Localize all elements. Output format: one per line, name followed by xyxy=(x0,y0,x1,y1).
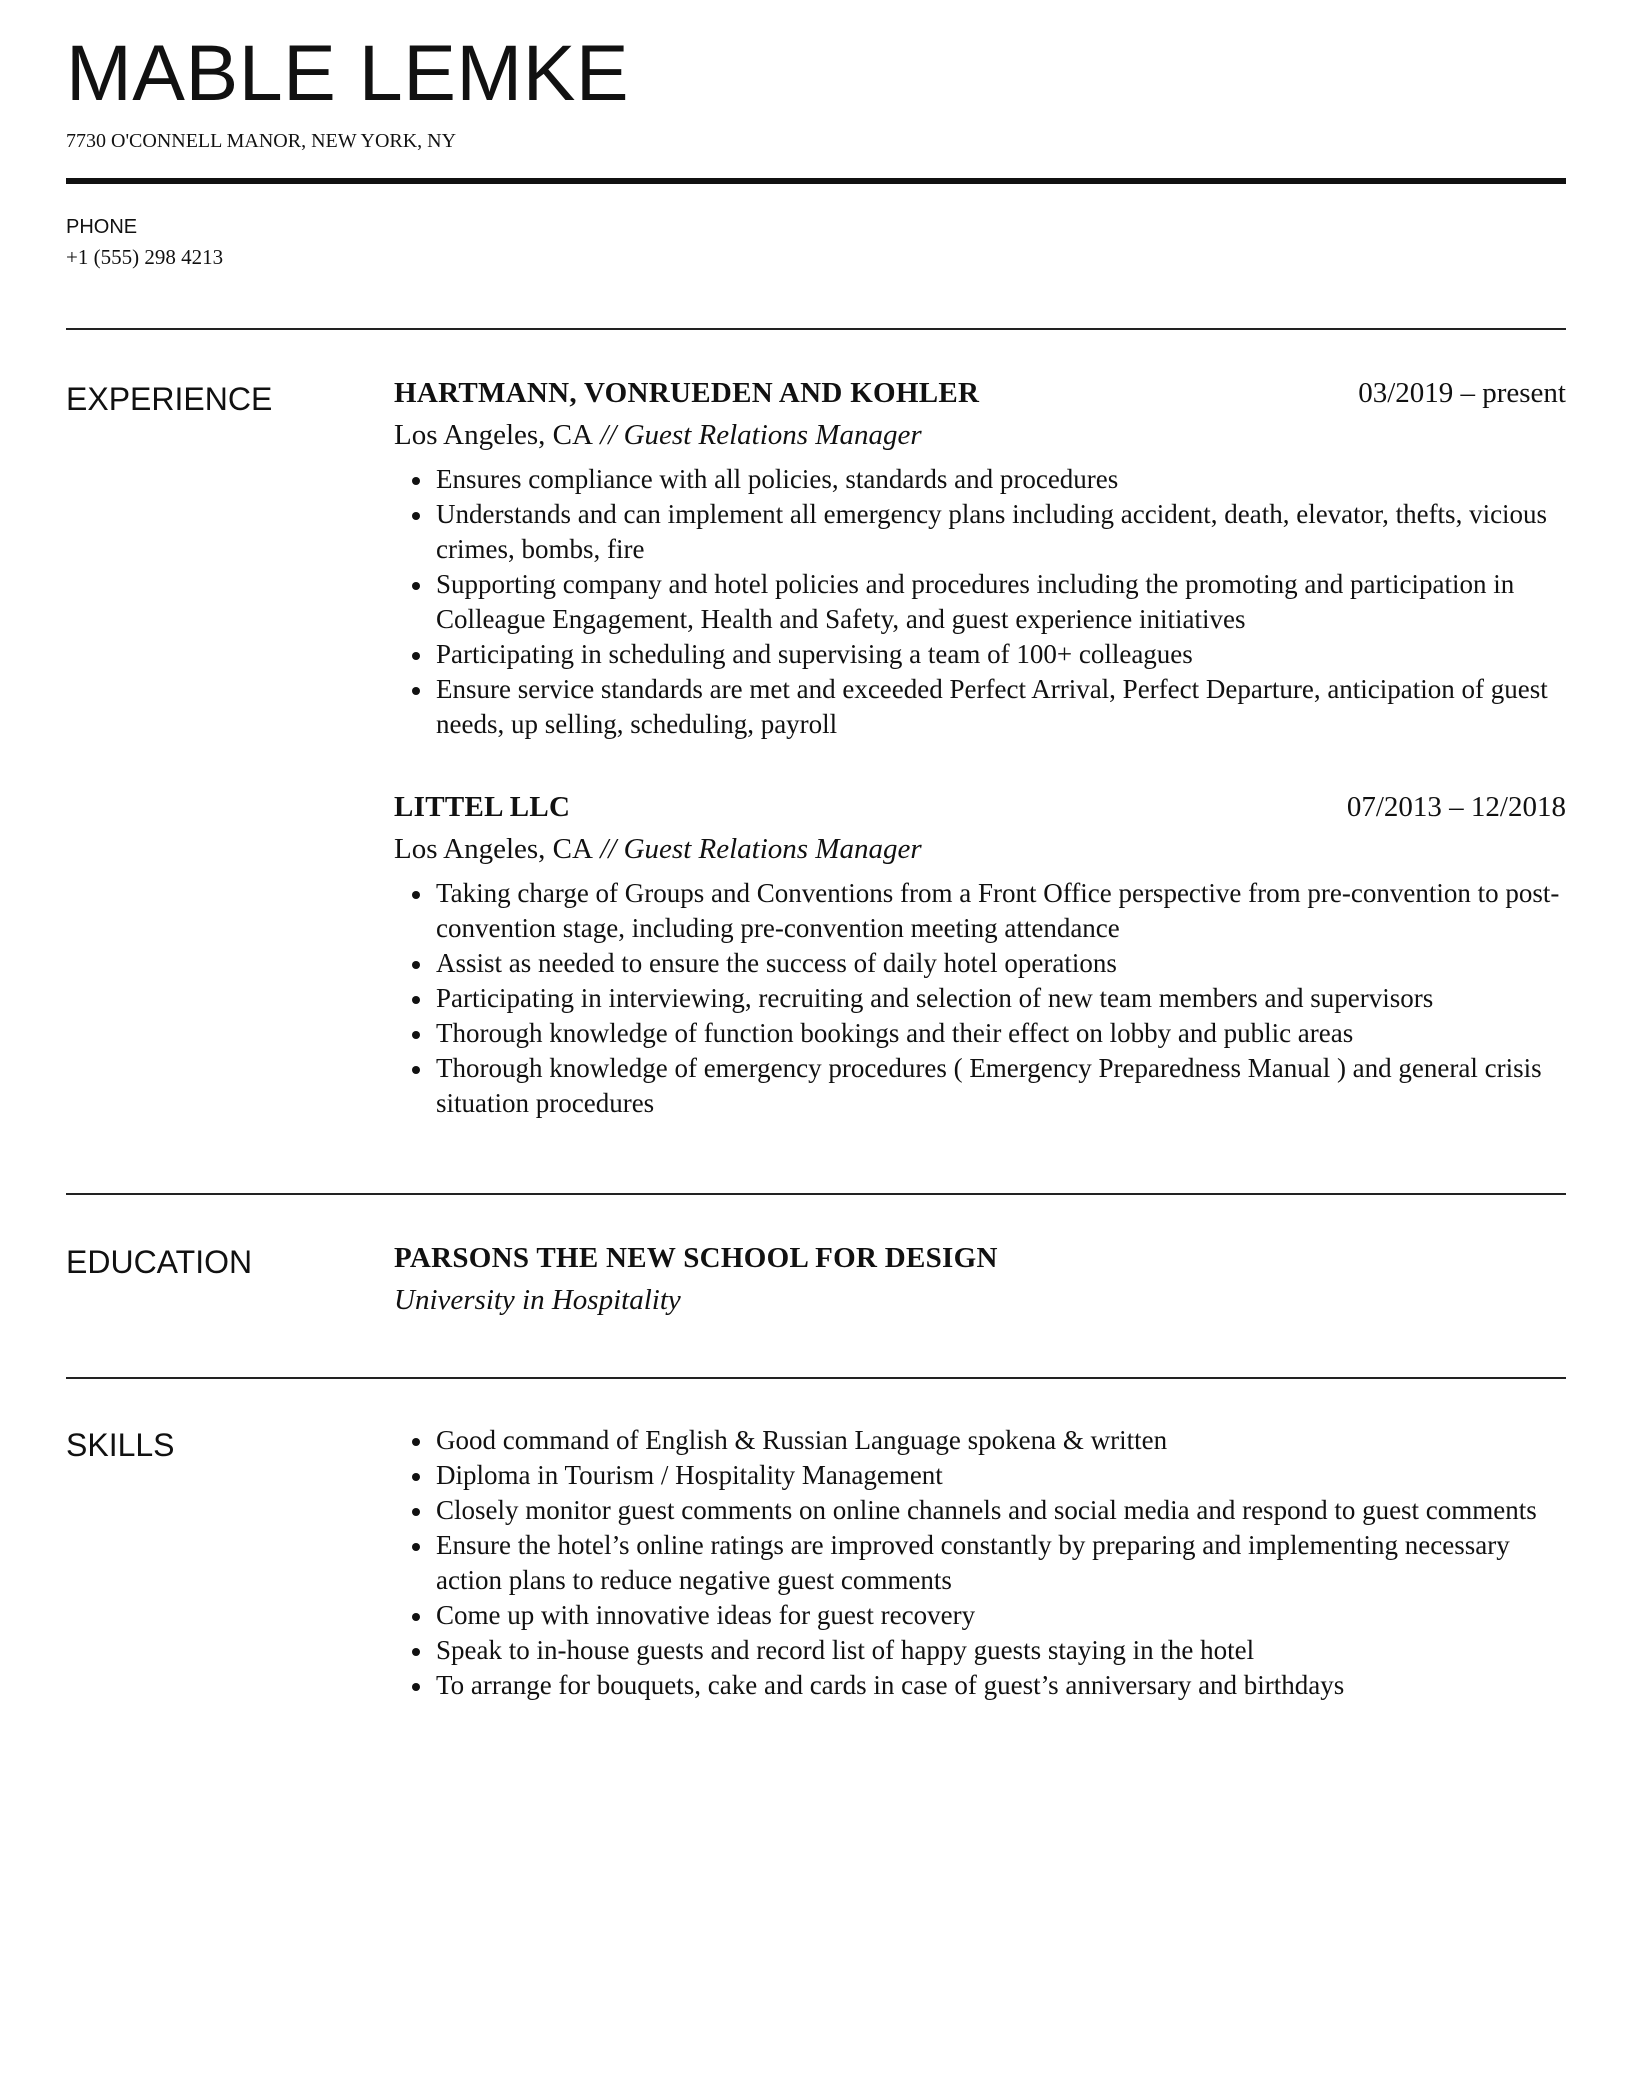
employer-name: HARTMANN, VONRUEDEN AND KOHLER xyxy=(394,377,980,409)
skill-item: Speak to in-house guests and record list of happy guests staying in the hotel xyxy=(436,1633,1566,1668)
experience-section xyxy=(66,374,1566,1121)
bullet-item: Taking charge of Groups and Conventions from a Front Office perspective from pre-convention to post-convention stage, including pre-convention meeting attendance xyxy=(436,876,1566,946)
job-role: Guest Relations Manager xyxy=(623,833,922,865)
job-role: Guest Relations Manager xyxy=(623,419,922,451)
separator: // xyxy=(592,419,624,451)
bullet-item: Assist as needed to ensure the success of daily hotel operations xyxy=(436,946,1566,981)
skill-item: Closely monitor guest comments on online channels and social media and respond to guest comments xyxy=(436,1493,1566,1528)
job-location: Los Angeles, CA xyxy=(394,833,593,865)
bullet-item: Ensure service standards are met and exceeded Perfect Arrival, Perfect Departure, anticipation of guest needs, up selling, scheduling, payroll xyxy=(436,672,1566,742)
separator: // xyxy=(592,833,624,865)
degree: University in Hospitality xyxy=(394,1284,681,1316)
section-divider xyxy=(66,328,1566,330)
bullet-item: Participating in interviewing, recruiting and selection of new team members and supervisors xyxy=(436,981,1566,1016)
bullet-item: Participating in scheduling and supervising a team of 100+ colleagues xyxy=(436,637,1566,672)
job-subline xyxy=(394,416,1566,454)
phone-label: PHONE xyxy=(66,216,138,238)
school-name: PARSONS THE NEW SCHOOL FOR DESIGN xyxy=(394,1242,998,1274)
contact-block xyxy=(66,214,1566,272)
job-entry xyxy=(394,788,1566,1121)
employer-name: LITTEL LLC xyxy=(394,791,571,823)
skills-heading: SKILLS xyxy=(66,1427,175,1463)
section-divider xyxy=(66,1377,1566,1379)
address: 7730 O'CONNELL MANOR, NEW YORK, NY xyxy=(66,130,457,152)
header-divider xyxy=(66,178,1566,184)
skill-item: Come up with innovative ideas for guest recovery xyxy=(436,1598,1566,1633)
skills-section xyxy=(66,1423,1566,1703)
job-dates: 07/2013 – 12/2018 xyxy=(1346,791,1566,823)
candidate-name: MABLE LEMKE xyxy=(66,28,630,117)
experience-heading: EXPERIENCE xyxy=(66,381,273,417)
skill-item: Diploma in Tourism / Hospitality Management xyxy=(436,1458,1566,1493)
bullet-item: Ensures compliance with all policies, standards and procedures xyxy=(436,462,1566,497)
skill-item: To arrange for bouquets, cake and cards in case of guest’s anniversary and birthdays xyxy=(436,1668,1566,1703)
bullet-item: Understands and can implement all emergency plans including accident, death, elevator, thefts, vicious crimes, bombs, fire xyxy=(436,497,1566,567)
job-dates: 03/2019 – present xyxy=(1358,377,1566,409)
skills-list xyxy=(394,1423,1566,1703)
bullet-item: Thorough knowledge of emergency procedures ( Emergency Preparedness Manual ) and general crisis situation procedures xyxy=(436,1051,1566,1121)
job-bullets xyxy=(394,876,1566,1121)
skill-item: Ensure the hotel’s online ratings are improved constantly by preparing and implementing necessary action plans to reduce negative guest comments xyxy=(436,1528,1566,1598)
experience-body xyxy=(394,374,1566,1121)
bullet-item: Thorough knowledge of function bookings and their effect on lobby and public areas xyxy=(436,1016,1566,1051)
job-entry xyxy=(394,374,1566,742)
education-body xyxy=(394,1239,1566,1319)
job-location: Los Angeles, CA xyxy=(394,419,593,451)
education-heading: EDUCATION xyxy=(66,1244,253,1280)
job-bullets xyxy=(394,462,1566,742)
skills-body xyxy=(394,1423,1566,1703)
section-divider xyxy=(66,1193,1566,1195)
phone-number: +1 (555) 298 4213 xyxy=(66,245,224,269)
education-section xyxy=(66,1239,1566,1319)
bullet-item: Supporting company and hotel policies and procedures including the promoting and participation in Colleague Engagement, Health and Safety, and guest experience initiatives xyxy=(436,567,1566,637)
job-subline xyxy=(394,830,1566,868)
skill-item: Good command of English & Russian Language spokena & written xyxy=(436,1423,1566,1458)
